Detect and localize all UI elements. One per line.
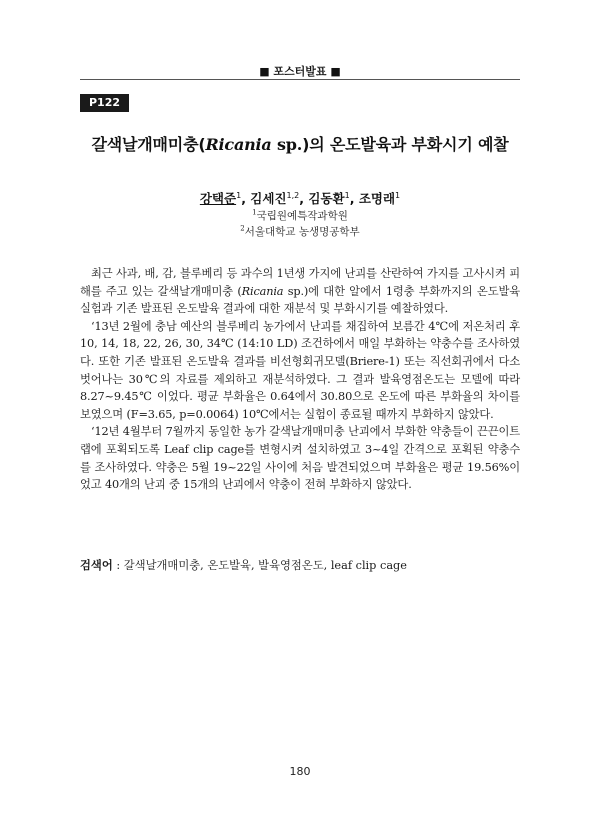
title-sp: sp. [271,135,303,154]
affiliation-name: 서울대학교 농생명공학부 [244,226,360,238]
page-number: 180 [289,765,311,778]
paragraph-text: 최근 사과, 배, 감, 블루베리 등 과수의 1년생 가지에 난괴를 산란하여 가지를 고사시켜 피해를 주고 있는 갈색날개매미충 ( [80,267,520,298]
author-affiliation-mark: 1,2 [286,190,300,200]
author-separator: , [349,191,359,206]
keywords-separator: : [112,559,124,572]
author-name: 김세진 [250,191,287,206]
author-affiliation-mark: 1 [236,190,242,200]
affiliation-number: 2 [240,224,245,233]
keywords-line [80,557,520,573]
author-affiliation-mark: 1 [395,190,401,200]
author-name: 김동환 [308,191,345,206]
author-list [80,189,520,207]
affiliation-line [80,208,520,223]
title-scientific-name: Ricania [205,135,272,154]
author-separator: , [241,191,251,206]
abstract-paragraph [80,265,520,318]
keywords-text: 갈색날개매미충, 온도발육, 발육영점온도, leaf clip cage [123,559,407,572]
keywords-label: 검색어 [80,559,113,572]
abstract-paragraph: ‘12년 4월부터 7월까지 동일한 농가 갈색날개매미충 난괴에서 부화한 약충들이 끈끈이트랩에 포획되도록 Leaf clip cage를 변형시켜 설치하였고 3~4일 간격으로 포획된 약충수를 조사하였다. 약충은 5월 19~22일 사이에 처음 발견되었으며 부화율은 평균 19.56%이었고 40개의 난괴 중 15개의 난괴에서 약충이 전혀 부화하지 않았다. [80,425,520,492]
affiliation-number: 1 [252,208,257,217]
header-divider [80,79,520,80]
author-separator: , [299,191,309,206]
section-header: ■ 포스터발표 ■ [259,65,341,78]
title-suffix: )의 온도발육과 부화시기 예찰 [302,135,509,154]
title-prefix: 갈색날개매미충( [91,135,206,154]
paper-title [60,132,540,155]
author-name: 조명래 [358,191,396,206]
affiliation-name: 국립원예특작과학원 [256,210,348,222]
scientific-name: Ricania [241,284,284,298]
poster-code-badge: P122 [80,94,129,112]
abstract-body [80,265,520,494]
author-affiliation-mark: 1 [344,190,350,200]
affiliation-line [80,224,520,239]
paragraph-text: sp.)에 대한 알에서 1령충 부화까지의 온도발육실험과 기존 발표된 온도발육 결과에 대한 재분석 및 부화시기를 예찰하였다. [80,284,520,316]
author-name: 강택준 [199,191,237,206]
abstract-paragraph: ‘13년 2월에 충남 예산의 블루베리 농가에서 난괴를 채집하여 보름간 4℃에 저온처리 후 10, 14, 18, 22, 26, 30, 34℃ (14:10 LD) 조건하에서 매일 부화하는 약충수를 조사하였다. 또한 기존 발표된 온도발육 결과를 비선형회귀모델(Briere-1) 또는 직선회귀에서 다소 벗어나는 30℃의 자료를 제외하고 재분석하였다. 그 결과 발육영점온도는 모델에 따라 8.27~9.45℃ 이었다. 평균 부화율은 0.64에서 30.80으로 온도에 따른 부화율의 차이를 보였으며 (F=3.65, p=0.0064) 10℃에서는 실험이 종료될 때까지 부화하지 않았다. [80,319,520,421]
